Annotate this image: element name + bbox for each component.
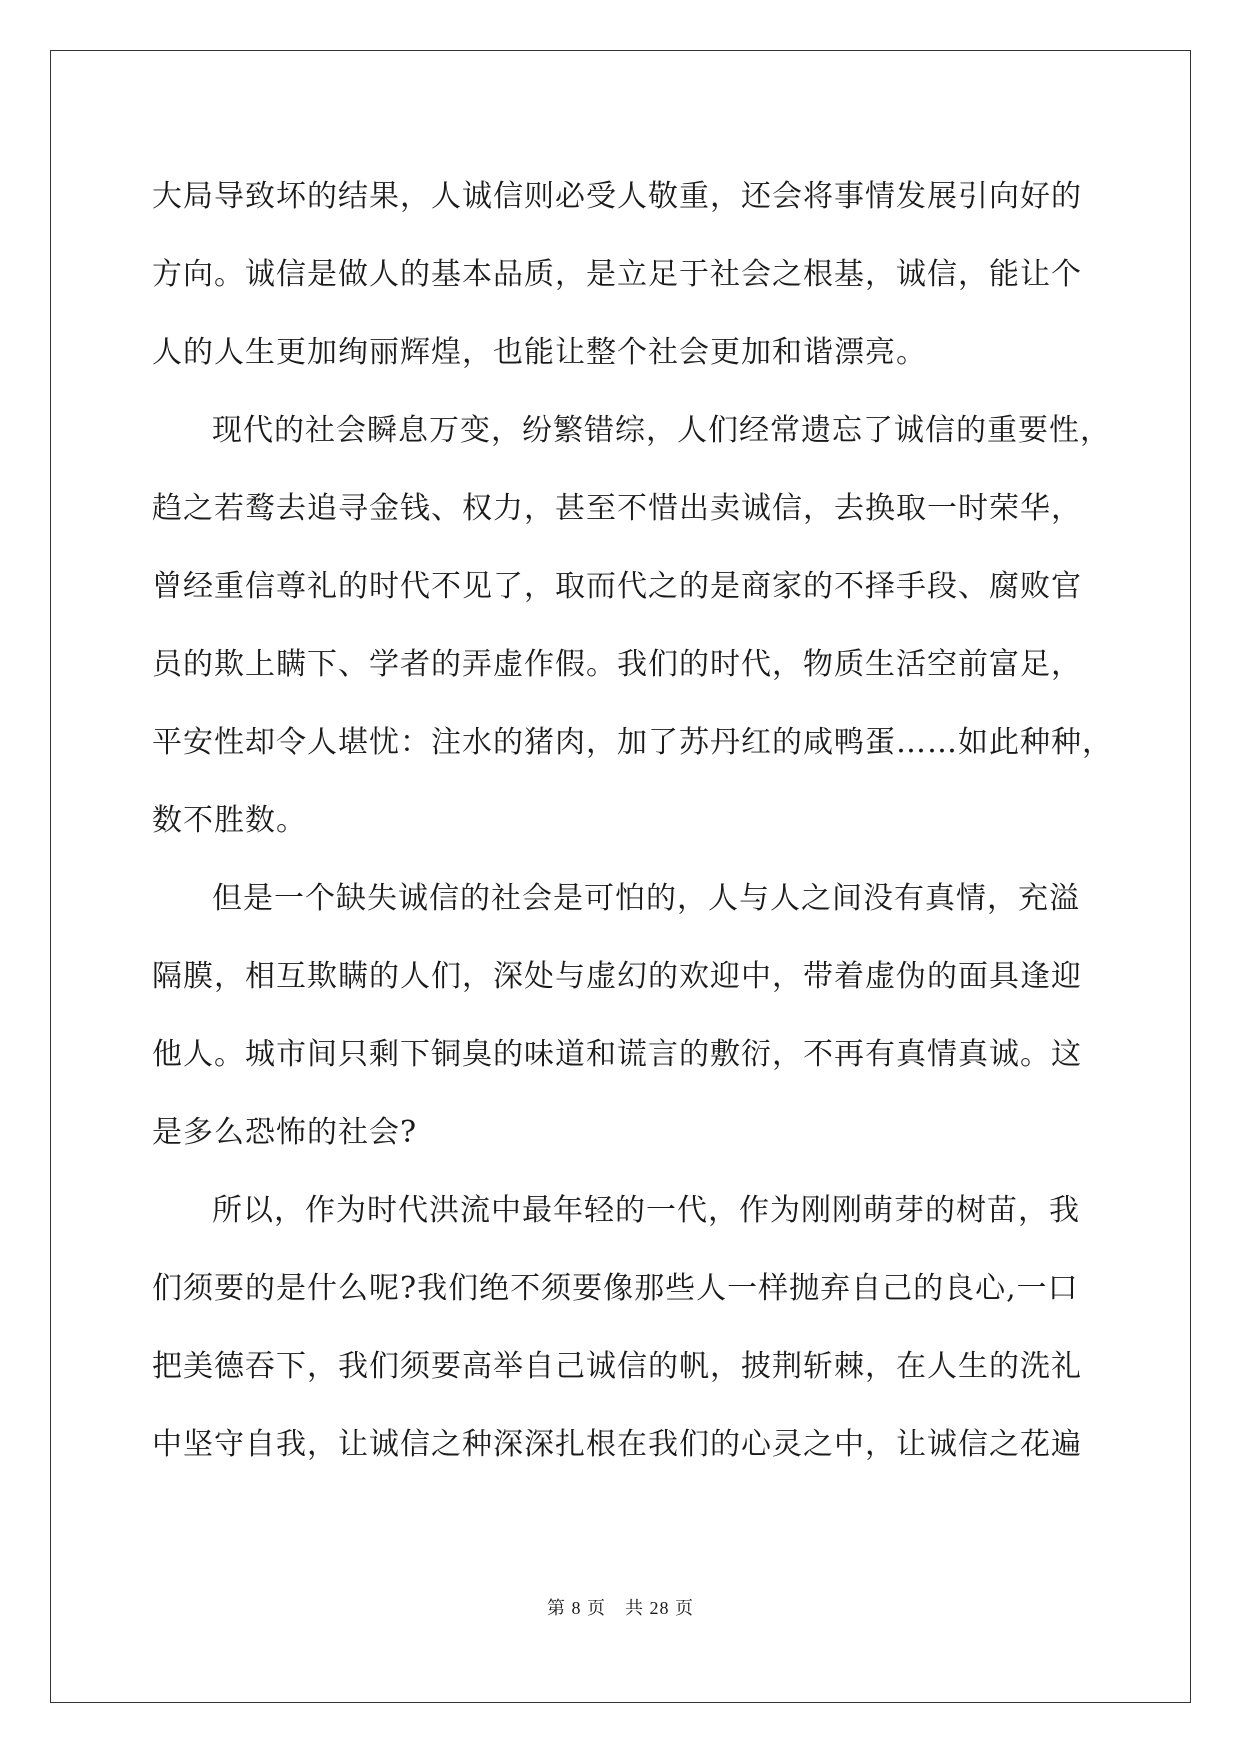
text-line: 中坚守自我，让诚信之种深深扎根在我们的心灵之中，让诚信之花遍 [152, 1427, 1082, 1462]
text-line: 平安性却令人堪忧：注水的猪肉，加了苏丹红的咸鸭蛋……如此种种， [152, 725, 1113, 760]
text-line: 数不胜数。 [152, 803, 307, 838]
paragraph-start-line: 但是一个缺失诚信的社会是可怕的，人与人之间没有真情，充溢 [212, 881, 1080, 916]
text-line: 人的人生更加绚丽辉煌，也能让整个社会更加和谐漂亮。 [152, 335, 927, 370]
text-line: 们须要的是什么呢?我们绝不须要像那些人一样抛弃自己的良心,一口 [152, 1271, 1079, 1306]
paragraph-start-line: 现代的社会瞬息万变，纷繁错综，人们经常遗忘了诚信的重要性， [212, 413, 1111, 448]
text-line: 大局导致坏的结果，人诚信则必受人敬重，还会将事情发展引向好的 [152, 179, 1082, 214]
page-number-footer: 第 8 页 共 28 页 [547, 1598, 694, 1618]
text-line: 他人。城市间只剩下铜臭的味道和谎言的敷衍，不再有真情真诚。这 [152, 1037, 1082, 1072]
text-line: 趋之若鹜去追寻金钱、权力，甚至不惜出卖诚信，去换取一时荣华， [152, 491, 1082, 526]
text-line: 方向。诚信是做人的基本品质，是立足于社会之根基，诚信，能让个 [152, 257, 1082, 292]
text-line: 把美德吞下，我们须要高举自己诚信的帆，披荆斩棘，在人生的洗礼 [152, 1349, 1082, 1384]
text-line: 隔膜，相互欺瞒的人们，深处与虚幻的欢迎中，带着虚伪的面具逢迎 [152, 959, 1082, 994]
paragraph-start-line: 所以，作为时代洪流中最年轻的一代，作为刚刚萌芽的树苗，我 [212, 1193, 1080, 1228]
text-line: 曾经重信尊礼的时代不见了，取而代之的是商家的不择手段、腐败官 [152, 569, 1082, 604]
document-body [152, 158, 1113, 1484]
text-line: 是多么恐怖的社会? [152, 1115, 418, 1150]
text-line: 员的欺上瞒下、学者的弄虚作假。我们的时代，物质生活空前富足， [152, 647, 1082, 682]
